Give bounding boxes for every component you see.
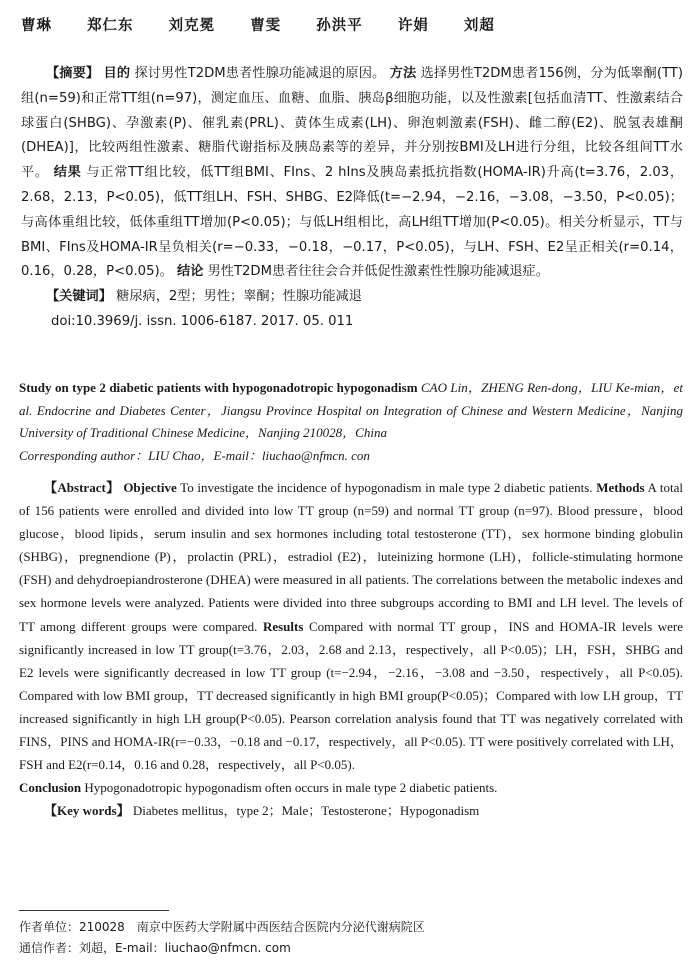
objective-label: Objective: [123, 480, 177, 495]
author-name: 许娟: [397, 18, 429, 34]
footnote: [19, 917, 425, 959]
footnote-corresponding: 通信作者：刘超，E-mail：liuchao@nfmcn. com: [19, 941, 291, 955]
methods-text: A total of 156 patients were enrolled and divided into low TT group (n=59) and normal TT group (n=97). Blood pressure，blood glucose，blood lipids，serum insulin and sex hormones including total testosterone (TT)，sex hormone binding globulin (SHBG)，pregnendione (P)，prolactin (PRL)，estradiol (E2)，luteinizing hormone (LH)，follicle-stimulating hormone (FSH) and dehydroepiandrosterone (DHEA) were measured in all patients. The correlations between the metabolic indexes and sex hormone levels were analyzed. Patients were divided into three subgroups according to BMI and LH level. The levels of TT among different groups were compared.: [19, 480, 683, 634]
keywords-text: 糖尿病，2型；男性；睾酮；性腺功能减退: [116, 289, 362, 305]
keywords-label: 【Key words】: [44, 803, 130, 819]
author-name: 郑仁东: [87, 18, 134, 34]
english-abstract: [19, 476, 683, 822]
english-affiliation: Endocrine and Diabetes Center，Jiangsu Province Hospital on Integration of Chinese and Western Medicine，Nanjing University of Traditional Chinese Medicine，Nanjing 210028，China: [19, 402, 684, 440]
keywords-line: [19, 799, 683, 822]
english-authors: CAO Lin，ZHENG Ren-dong，LIU Ke-mian，et al.: [19, 380, 683, 418]
author-name: 刘克冕: [168, 18, 216, 34]
footnote-divider: [19, 910, 169, 911]
corresponding-author: Corresponding author：LIU Chao，E-mail：liuchao@nfmcn. con: [19, 447, 370, 463]
abstract-tag: 【摘要】: [46, 66, 100, 81]
methods-label: 方法: [389, 66, 417, 81]
methods-text: 选择男性T2DM患者156例，分为低睾酮(TT)组(n=59)和正常TT组(n=97)，测定血压、血糖、血脂、胰岛β细胞功能，以及性激素[包括血清TT、性激素结合球蛋白(SHBG)、孕激素(P)、催乳素(PRL)、黄体生成素(LH)、卵泡刺激素(FSH)、雌二醇(E2)、脱氢表雄酮(DHEA)]，比较两组性激素、糖脂代谢指标及胰岛素等的差异，并分别按BMI及LH进行分组，比较各组间TT水平。: [21, 66, 684, 181]
objective-label: 目的: [103, 66, 131, 81]
conclusion-line: [19, 776, 683, 799]
keywords-label: 【关键词】: [46, 289, 112, 305]
chinese-abstract: [21, 62, 683, 335]
doi-line: doi:10.3969/j. issn. 1006-6187. 2017. 05. 011: [51, 313, 354, 329]
english-title: Study on type 2 diabetic patients with hypogonadotropic hypogonadism: [19, 380, 418, 395]
author-name: 刘超: [463, 18, 495, 34]
results-label: Results: [262, 618, 304, 634]
conclusion-text: Hypogonadotropic hypogonadism often occurs in male type 2 diabetic patients.: [84, 780, 498, 796]
methods-label: Methods: [596, 480, 645, 495]
abstract-tag: 【Abstract】: [44, 480, 120, 495]
conclusion-text: 男性T2DM患者往往会合并低促性激素性性腺功能减退症。: [207, 264, 549, 280]
keywords-text: Diabetes mellitus，type 2；Male；Testosterone；Hypogonadism: [132, 803, 480, 819]
objective-text: To investigate the incidence of hypogonadism in male type 2 diabetic patients.: [180, 480, 593, 495]
objective-text: 探讨男性T2DM患者性腺功能减退的原因。: [134, 66, 386, 81]
results-label: 结果: [53, 165, 82, 181]
keywords-line: [21, 285, 683, 310]
conclusion-label: 结论: [177, 264, 204, 280]
author-name: 曹雯: [250, 18, 282, 34]
chinese-abstract-body: [21, 62, 683, 285]
author-list: [21, 14, 524, 35]
english-abstract-body: [19, 476, 683, 776]
author-name: 曹琳: [21, 18, 52, 34]
results-text: Compared with normal TT group，INS and HOMA-IR levels were significantly increased in low TT group(t=3.76，2.03，2.68 and 2.13，respectively，all P<0.05)；LH，FSH，SHBG and E2 levels were significantly decreased in low TT group (t=−2.94，−2.16，−3.08 and −3.50，respectively，all P<0.05). Compared with low BMI group，TT decreased significantly in high BMI group(P<0.05)；Compared with low LH group，TT increased significantly in high LH group(P<0.05). Pearson correlation analysis found that TT was negatively correlated with FINS，PINS and HOMA-IR(r=−0.33，−0.18 and −0.17，respectively，all P<0.05). TT were positively correlated with LH，FSH and E2(r=0.14，0.16 and 0.28，respectively，all P<0.05).: [19, 618, 684, 773]
english-header: [19, 377, 683, 467]
results-text: 与正常TT组比较，低TT组BMI、FIns、2 hIns及胰岛素抵抗指数(HOMA-IR)升高(t=3.76，2.03，2.68，2.13，P<0.05)，低TT组LH、FSH、SHBG、E2降低(t=−2.94，−2.16，−3.08，−3.50，P<0.05)；与高体重组比较，低体重组TT增加(P<0.05)；与低LH组相比，高LH组TT增加(P<0.05)。相关分析显示，TT与BMI、FIns及HOMA-IR呈负相关(r=−0.33，−0.18，−0.17，P<0.05)，与LH、FSH、E2呈正相关(r=0.14，0.16，0.28，P<0.05)。: [21, 165, 684, 280]
conclusion-label: Conclusion: [19, 780, 82, 796]
author-name: 孙洪平: [316, 18, 363, 34]
footnote-affiliation: 作者单位：210028 南京中医药大学附属中西医结合医院内分泌代谢病院区: [19, 920, 425, 934]
